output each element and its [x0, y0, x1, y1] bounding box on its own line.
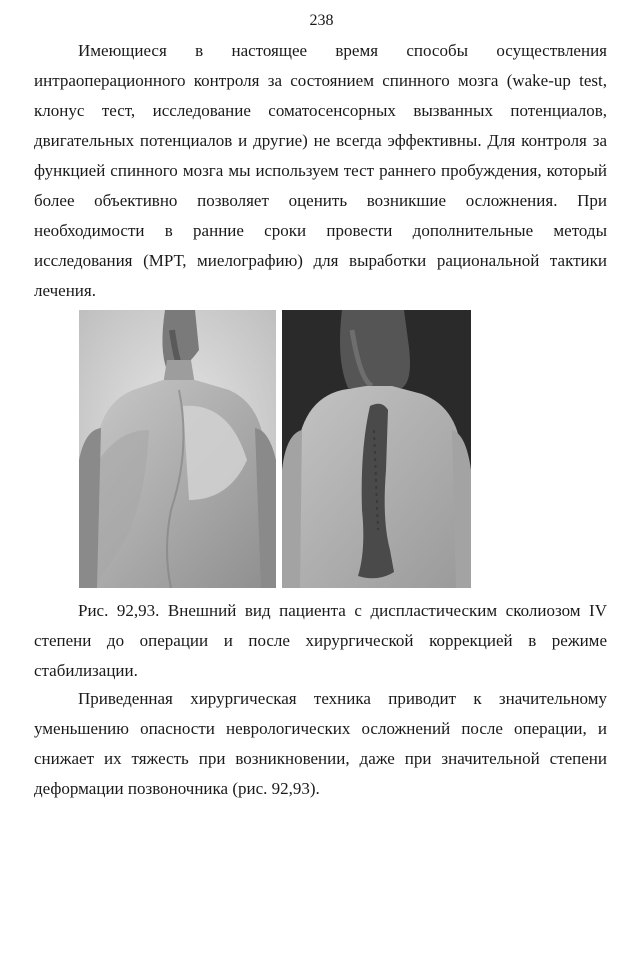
page-number: 238: [309, 12, 334, 29]
paragraph-text: Приведенная хирургическая техника приводит к значительному уменьшению опасности неврологических осложнений после операции, и снижает их тяжесть при возникновении, даже при значительной степени деформации позвоночника (рис. 92,93).: [34, 689, 607, 798]
paragraph-conclusion: [34, 684, 607, 804]
figure-caption: Рис. 92,93. Внешний вид пациента с диспластическим сколиозом IV степени до операции и после хирургической коррекцией в режиме стабилизации.: [34, 601, 607, 680]
photo-before-surgery: [79, 310, 276, 588]
paragraph-intro: [34, 36, 607, 306]
photo-after-graphic: [282, 310, 471, 588]
figure-patient-photos: [79, 310, 471, 588]
photo-before-graphic: [79, 310, 276, 588]
photo-after-surgery: [282, 310, 471, 588]
paragraph-text: Имеющиеся в настоящее время способы осуществления интраоперационного контроля за состоянием спинного мозга (wake-up test, клонус тест, исследование соматосенсорных вызванных потенциалов, двигательных потенциалов и другие) не всегда эффективны. Для контроля за функцией спинного мозга мы используем тест раннего пробуждения, который более объективно позволяет оценить возникшие осложнения. При необходимости в ранние сроки провести дополнительные методы исследования (МРТ, миелографию) для выработки рациональной тактики лечения.: [34, 41, 607, 300]
figure-caption-block: [34, 596, 607, 686]
